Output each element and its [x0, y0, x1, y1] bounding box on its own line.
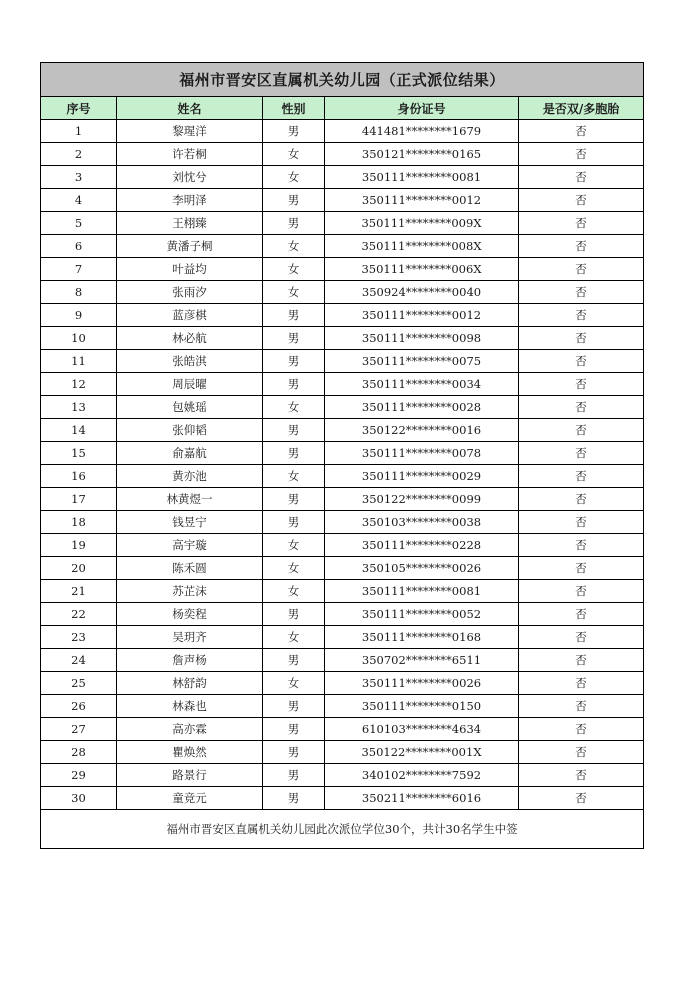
cell-name: 蓝彦棋 — [117, 304, 263, 327]
cell-name: 林森也 — [117, 695, 263, 718]
cell-id: 350111********0034 — [325, 373, 519, 396]
cell-id: 350111********0081 — [325, 580, 519, 603]
cell-id: 350111********0052 — [325, 603, 519, 626]
cell-gender: 男 — [263, 304, 325, 327]
cell-name: 瞿焕然 — [117, 741, 263, 764]
cell-name: 林舒韵 — [117, 672, 263, 695]
cell-no: 24 — [41, 649, 117, 672]
cell-name: 刘忱兮 — [117, 166, 263, 189]
header-id: 身份证号 — [325, 97, 519, 120]
cell-twin: 否 — [519, 235, 644, 258]
cell-id: 350111********006X — [325, 258, 519, 281]
cell-gender: 女 — [263, 166, 325, 189]
cell-twin: 否 — [519, 695, 644, 718]
table-row — [41, 672, 644, 695]
cell-name: 黄潘子桐 — [117, 235, 263, 258]
table-row — [41, 396, 644, 419]
cell-gender: 女 — [263, 258, 325, 281]
cell-name: 张仰韬 — [117, 419, 263, 442]
cell-id: 350111********0228 — [325, 534, 519, 557]
cell-gender: 男 — [263, 718, 325, 741]
cell-no: 27 — [41, 718, 117, 741]
cell-no: 1 — [41, 120, 117, 143]
cell-twin: 否 — [519, 626, 644, 649]
cell-twin: 否 — [519, 672, 644, 695]
cell-name: 王栩臻 — [117, 212, 263, 235]
table-row — [41, 465, 644, 488]
cell-gender: 男 — [263, 350, 325, 373]
cell-gender: 男 — [263, 212, 325, 235]
cell-id: 350122********001X — [325, 741, 519, 764]
results-sheet — [40, 62, 643, 849]
cell-gender: 男 — [263, 189, 325, 212]
cell-name: 高亦霖 — [117, 718, 263, 741]
table-row — [41, 557, 644, 580]
table-row — [41, 741, 644, 764]
table-row — [41, 189, 644, 212]
table-row — [41, 143, 644, 166]
cell-twin: 否 — [519, 419, 644, 442]
cell-id: 350111********0012 — [325, 189, 519, 212]
table-row — [41, 327, 644, 350]
cell-twin: 否 — [519, 557, 644, 580]
cell-twin: 否 — [519, 281, 644, 304]
table-row — [41, 373, 644, 396]
cell-name: 包姚瑶 — [117, 396, 263, 419]
cell-no: 6 — [41, 235, 117, 258]
cell-id: 350111********0150 — [325, 695, 519, 718]
cell-twin: 否 — [519, 350, 644, 373]
cell-name: 许若桐 — [117, 143, 263, 166]
cell-twin: 否 — [519, 327, 644, 350]
cell-no: 26 — [41, 695, 117, 718]
cell-no: 30 — [41, 787, 117, 810]
cell-twin: 否 — [519, 212, 644, 235]
cell-gender: 女 — [263, 626, 325, 649]
table-body — [41, 120, 644, 810]
cell-gender: 女 — [263, 235, 325, 258]
table-row — [41, 442, 644, 465]
cell-no: 8 — [41, 281, 117, 304]
cell-twin: 否 — [519, 143, 644, 166]
header-no: 序号 — [41, 97, 117, 120]
header-twin: 是否双/多胞胎 — [519, 97, 644, 120]
cell-no: 3 — [41, 166, 117, 189]
cell-twin: 否 — [519, 741, 644, 764]
table-row — [41, 787, 644, 810]
cell-no: 10 — [41, 327, 117, 350]
cell-id: 350924********0040 — [325, 281, 519, 304]
cell-twin: 否 — [519, 120, 644, 143]
table-row — [41, 764, 644, 787]
table-title: 福州市晋安区直属机关幼儿园（正式派位结果） — [41, 63, 644, 97]
table-row — [41, 212, 644, 235]
cell-gender: 男 — [263, 603, 325, 626]
cell-name: 黄亦池 — [117, 465, 263, 488]
table-row — [41, 350, 644, 373]
cell-gender: 男 — [263, 419, 325, 442]
table-row — [41, 626, 644, 649]
cell-gender: 女 — [263, 557, 325, 580]
cell-id: 350111********0028 — [325, 396, 519, 419]
cell-no: 25 — [41, 672, 117, 695]
cell-name: 林必航 — [117, 327, 263, 350]
table-row — [41, 603, 644, 626]
cell-gender: 男 — [263, 741, 325, 764]
table-row — [41, 488, 644, 511]
cell-twin: 否 — [519, 465, 644, 488]
cell-id: 350111********0098 — [325, 327, 519, 350]
cell-twin: 否 — [519, 166, 644, 189]
cell-twin: 否 — [519, 488, 644, 511]
cell-id: 350121********0165 — [325, 143, 519, 166]
cell-id: 350111********0078 — [325, 442, 519, 465]
cell-twin: 否 — [519, 189, 644, 212]
cell-gender: 女 — [263, 580, 325, 603]
cell-gender: 女 — [263, 672, 325, 695]
cell-name: 苏芷沫 — [117, 580, 263, 603]
cell-id: 350122********0099 — [325, 488, 519, 511]
cell-twin: 否 — [519, 258, 644, 281]
table-row — [41, 695, 644, 718]
cell-no: 5 — [41, 212, 117, 235]
cell-name: 俞嘉航 — [117, 442, 263, 465]
cell-id: 350111********0168 — [325, 626, 519, 649]
cell-name: 叶益均 — [117, 258, 263, 281]
cell-twin: 否 — [519, 511, 644, 534]
cell-name: 高宇璇 — [117, 534, 263, 557]
table-row — [41, 166, 644, 189]
cell-id: 350111********0081 — [325, 166, 519, 189]
cell-id: 350103********0038 — [325, 511, 519, 534]
cell-id: 350111********0026 — [325, 672, 519, 695]
cell-gender: 女 — [263, 281, 325, 304]
cell-no: 22 — [41, 603, 117, 626]
cell-name: 詹声杨 — [117, 649, 263, 672]
cell-id: 350702********6511 — [325, 649, 519, 672]
cell-no: 11 — [41, 350, 117, 373]
cell-gender: 男 — [263, 511, 325, 534]
table-row — [41, 718, 644, 741]
cell-name: 林黄煜一 — [117, 488, 263, 511]
cell-no: 14 — [41, 419, 117, 442]
table-row — [41, 258, 644, 281]
cell-gender: 男 — [263, 787, 325, 810]
cell-name: 路景行 — [117, 764, 263, 787]
cell-id: 350105********0026 — [325, 557, 519, 580]
header-name: 姓名 — [117, 97, 263, 120]
cell-gender: 男 — [263, 327, 325, 350]
table-row — [41, 419, 644, 442]
cell-id: 340102********7592 — [325, 764, 519, 787]
cell-no: 9 — [41, 304, 117, 327]
cell-gender: 女 — [263, 534, 325, 557]
cell-name: 周辰曜 — [117, 373, 263, 396]
cell-no: 23 — [41, 626, 117, 649]
cell-gender: 男 — [263, 695, 325, 718]
cell-name: 李明泽 — [117, 189, 263, 212]
footer-row — [41, 810, 644, 849]
title-row — [41, 63, 644, 97]
table-row — [41, 281, 644, 304]
cell-id: 441481********1679 — [325, 120, 519, 143]
table-row — [41, 511, 644, 534]
cell-twin: 否 — [519, 373, 644, 396]
cell-twin: 否 — [519, 718, 644, 741]
cell-no: 29 — [41, 764, 117, 787]
cell-gender: 男 — [263, 649, 325, 672]
cell-gender: 男 — [263, 373, 325, 396]
cell-gender: 男 — [263, 488, 325, 511]
cell-twin: 否 — [519, 442, 644, 465]
cell-no: 2 — [41, 143, 117, 166]
header-row — [41, 97, 644, 120]
cell-id: 350211********6016 — [325, 787, 519, 810]
cell-name: 陈禾圆 — [117, 557, 263, 580]
cell-no: 28 — [41, 741, 117, 764]
table-row — [41, 649, 644, 672]
cell-twin: 否 — [519, 603, 644, 626]
cell-id: 350111********0029 — [325, 465, 519, 488]
table-row — [41, 235, 644, 258]
cell-gender: 男 — [263, 120, 325, 143]
cell-name: 钱昱宁 — [117, 511, 263, 534]
cell-name: 杨奕程 — [117, 603, 263, 626]
cell-gender: 女 — [263, 143, 325, 166]
cell-gender: 女 — [263, 396, 325, 419]
cell-gender: 男 — [263, 764, 325, 787]
cell-twin: 否 — [519, 304, 644, 327]
cell-id: 350111********0075 — [325, 350, 519, 373]
cell-gender: 男 — [263, 442, 325, 465]
cell-name: 黎瑆洋 — [117, 120, 263, 143]
cell-no: 20 — [41, 557, 117, 580]
cell-twin: 否 — [519, 534, 644, 557]
cell-no: 17 — [41, 488, 117, 511]
cell-no: 4 — [41, 189, 117, 212]
cell-twin: 否 — [519, 649, 644, 672]
cell-no: 13 — [41, 396, 117, 419]
cell-no: 16 — [41, 465, 117, 488]
cell-name: 吴玥齐 — [117, 626, 263, 649]
cell-name: 童竞元 — [117, 787, 263, 810]
cell-twin: 否 — [519, 580, 644, 603]
cell-no: 21 — [41, 580, 117, 603]
cell-id: 350122********0016 — [325, 419, 519, 442]
cell-no: 18 — [41, 511, 117, 534]
header-gender: 性别 — [263, 97, 325, 120]
footer-note: 福州市晋安区直属机关幼儿园此次派位学位30个，共计30名学生中签 — [41, 810, 644, 849]
cell-no: 15 — [41, 442, 117, 465]
cell-id: 350111********009X — [325, 212, 519, 235]
table-row — [41, 304, 644, 327]
cell-gender: 女 — [263, 465, 325, 488]
table-row — [41, 580, 644, 603]
cell-no: 12 — [41, 373, 117, 396]
cell-id: 610103********4634 — [325, 718, 519, 741]
cell-twin: 否 — [519, 764, 644, 787]
cell-id: 350111********008X — [325, 235, 519, 258]
table-row — [41, 120, 644, 143]
cell-no: 19 — [41, 534, 117, 557]
results-table — [40, 62, 644, 849]
cell-no: 7 — [41, 258, 117, 281]
cell-twin: 否 — [519, 396, 644, 419]
table-row — [41, 534, 644, 557]
cell-name: 张雨汐 — [117, 281, 263, 304]
cell-id: 350111********0012 — [325, 304, 519, 327]
cell-twin: 否 — [519, 787, 644, 810]
cell-name: 张皓淇 — [117, 350, 263, 373]
